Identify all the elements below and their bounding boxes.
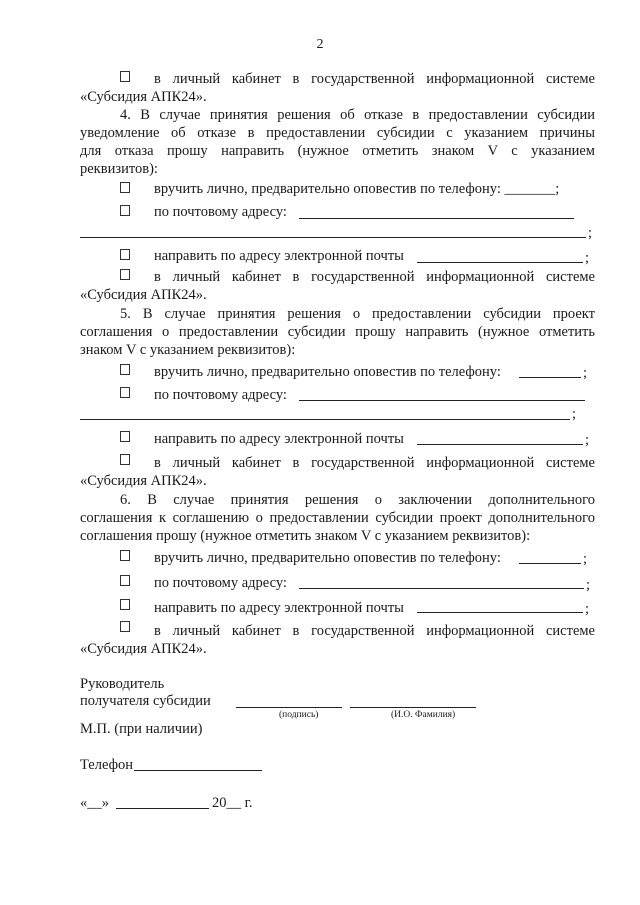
s5-hand-semicolon: ;	[583, 365, 588, 381]
checkbox-s5-post[interactable]	[120, 387, 130, 398]
page-number: 2	[316, 37, 324, 52]
s6-hand-field[interactable]	[519, 563, 581, 564]
s5-option-email: направить по адресу электронной почты	[154, 431, 404, 447]
s4-paragraph-line4: реквизитов):	[80, 161, 158, 177]
s4-paragraph-line3: для отказа прошу направить (нужное отметить знаком V с указанием	[80, 143, 595, 159]
s4-post-field[interactable]	[299, 218, 574, 219]
s6-paragraph-line3: соглашения прошу (нужное отметить знаком V с указанием реквизитов):	[80, 528, 531, 544]
s5-paragraph-line2: соглашения о предоставлении субсидии прошу направить (нужное отметить	[80, 324, 595, 340]
checkbox-s5-cabinet[interactable]	[120, 454, 130, 465]
s5-email-field[interactable]	[417, 444, 583, 445]
checkbox-s6-post[interactable]	[120, 575, 130, 586]
s6-option-hand: вручить лично, предварительно оповестив по телефону:	[154, 550, 501, 566]
signature-field[interactable]	[236, 707, 342, 708]
s3-cabinet-line1: в личный кабинет в государственной информационной системе	[154, 71, 595, 87]
name-field[interactable]	[350, 707, 476, 708]
s4-email-field[interactable]	[417, 262, 583, 263]
phone-field[interactable]	[134, 770, 262, 771]
s4-paragraph-line1: 4. В случае принятия решения об отказе в предоставлении субсидии	[120, 107, 595, 123]
s4-option-hand: вручить лично, предварительно оповестив по телефону: _______;	[154, 181, 560, 197]
s5-email-semicolon: ;	[585, 432, 590, 448]
s4-post-semicolon: ;	[588, 225, 593, 241]
signatory-title-line1: Руководитель	[80, 676, 165, 692]
s6-paragraph-line2: соглашения к соглашению о предоставлении субсидии проект дополнительного	[80, 510, 595, 526]
s4-email-semicolon: ;	[585, 250, 590, 266]
checkbox-s4-hand[interactable]	[120, 182, 130, 193]
s4-option-email: направить по адресу электронной почты	[154, 248, 404, 264]
checkbox-s4-email[interactable]	[120, 249, 130, 260]
stamp-label: М.П. (при наличии)	[80, 721, 203, 737]
s6-hand-semicolon: ;	[583, 551, 588, 567]
name-caption: (И.О. Фамилия)	[391, 710, 456, 720]
date-month-field[interactable]	[116, 808, 209, 809]
checkbox-s5-hand[interactable]	[120, 364, 130, 375]
s5-option-hand: вручить лично, предварительно оповестив по телефону:	[154, 364, 501, 380]
s5-paragraph-line1: 5. В случае принятия решения о предоставлении субсидии проект	[120, 306, 595, 322]
s6-post-field[interactable]	[299, 588, 584, 589]
s6-cabinet-line2: «Субсидия АПК24».	[80, 641, 207, 657]
s6-paragraph-line1: 6. В случае принятия решения о заключении дополнительного	[120, 492, 595, 508]
s5-post-field-line2[interactable]	[80, 419, 570, 420]
s6-option-post: по почтовому адресу:	[154, 575, 287, 591]
signature-caption: (подпись)	[279, 710, 319, 720]
checkbox-s5-email[interactable]	[120, 431, 130, 442]
s5-option-post: по почтовому адресу:	[154, 387, 287, 403]
s3-cabinet-line2: «Субсидия АПК24».	[80, 89, 207, 105]
checkbox-s3-cabinet[interactable]	[120, 71, 130, 82]
s6-email-semicolon: ;	[585, 601, 590, 617]
checkbox-s6-cabinet[interactable]	[120, 621, 130, 632]
s5-hand-field[interactable]	[519, 377, 581, 378]
s6-email-field[interactable]	[417, 612, 583, 613]
s6-post-semicolon: ;	[586, 577, 591, 593]
s4-option-post: по почтовому адресу:	[154, 204, 287, 220]
date-year: 20__ г.	[212, 795, 253, 811]
s6-cabinet-line1: в личный кабинет в государственной информационной системе	[154, 623, 595, 639]
s5-cabinet-line2: «Субсидия АПК24».	[80, 473, 207, 489]
s5-cabinet-line1: в личный кабинет в государственной информационной системе	[154, 455, 595, 471]
s5-post-field[interactable]	[299, 400, 585, 401]
s5-paragraph-line3: знаком V с указанием реквизитов):	[80, 342, 296, 358]
s4-paragraph-line2: уведомление об отказе в предоставлении субсидии с указанием причины	[80, 125, 595, 141]
s4-post-field-line2[interactable]	[80, 237, 586, 238]
checkbox-s6-hand[interactable]	[120, 550, 130, 561]
phone-label: Телефон	[80, 757, 133, 773]
signatory-title-line2: получателя субсидии	[80, 693, 211, 709]
s4-cabinet-line1: в личный кабинет в государственной информационной системе	[154, 269, 595, 285]
checkbox-s4-post[interactable]	[120, 205, 130, 216]
date-day: «__»	[80, 795, 109, 811]
s4-cabinet-line2: «Субсидия АПК24».	[80, 287, 207, 303]
s5-post-semicolon: ;	[572, 406, 577, 422]
checkbox-s4-cabinet[interactable]	[120, 269, 130, 280]
checkbox-s6-email[interactable]	[120, 599, 130, 610]
s6-option-email: направить по адресу электронной почты	[154, 600, 404, 616]
